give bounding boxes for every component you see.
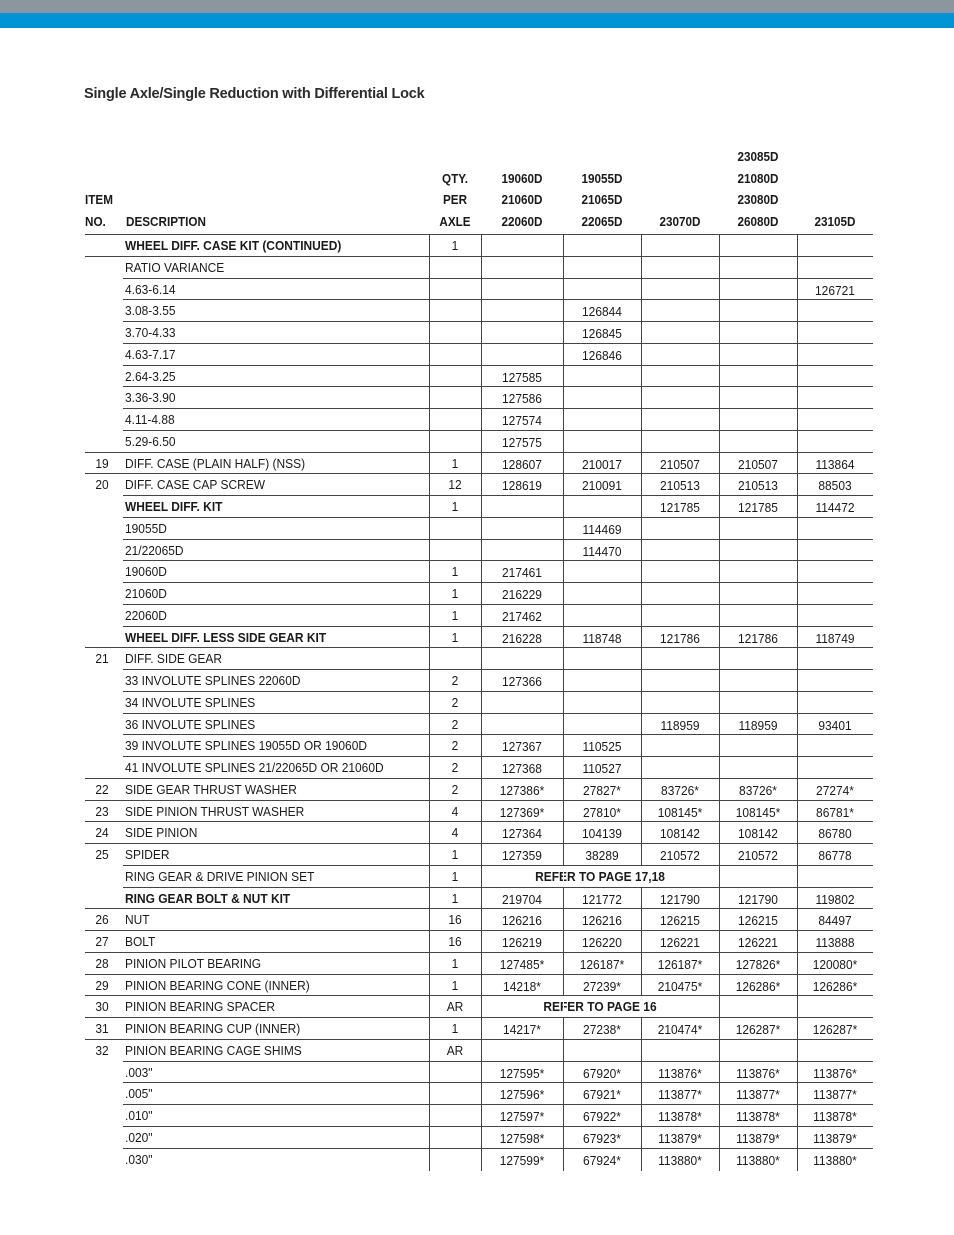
item-number: 21 <box>95 651 109 667</box>
header-grey-band <box>0 0 954 13</box>
row-divider <box>123 430 873 431</box>
part-description: SIDE PINION THRUST WASHER <box>125 803 305 819</box>
item-number: 22 <box>95 781 109 797</box>
header-model-number: 21060D <box>501 192 543 207</box>
qty-per-axle: 1 <box>451 890 459 906</box>
column-divider <box>481 234 482 1171</box>
part-number: 113879* <box>658 1130 702 1146</box>
part-number: 126844 <box>582 304 622 320</box>
part-description: PINION BEARING SPACER <box>125 999 275 1015</box>
qty-per-axle: 1 <box>451 455 459 471</box>
part-number: 127596* <box>499 1087 545 1103</box>
header-model-number: 21065D <box>581 192 623 207</box>
part-number: 27238* <box>583 1022 621 1037</box>
row-divider <box>85 930 873 931</box>
part-description: SIDE GEAR THRUST WASHER <box>125 781 297 797</box>
part-number: 27274* <box>816 782 854 798</box>
item-number: 23 <box>95 803 109 819</box>
part-description: 3.08-3.55 <box>125 303 176 319</box>
part-description: .010" <box>125 1108 153 1123</box>
header-model-number: 26080D <box>737 213 779 229</box>
part-number: 126187* <box>657 956 703 972</box>
header-model-number: 23105D <box>814 213 856 229</box>
item-number: 31 <box>95 1021 109 1036</box>
qty-per-axle: 2 <box>451 716 459 732</box>
header-qty-line: QTY. <box>441 170 469 186</box>
part-number: 210507 <box>738 456 778 472</box>
part-number: 121790 <box>660 891 700 907</box>
part-number: 108145* <box>657 804 703 820</box>
part-number: 128619 <box>502 478 542 494</box>
part-description: SIDE PINION <box>125 825 198 841</box>
part-number: 126215 <box>660 913 700 929</box>
part-number: 217461 <box>502 565 542 581</box>
part-number: 113878* <box>658 1109 702 1124</box>
part-description: 39 INVOLUTE SPLINES 19055D OR 19060D <box>125 738 367 754</box>
part-number: 113880* <box>658 1152 702 1168</box>
part-description: PINION PILOT BEARING <box>125 955 262 971</box>
span-gap <box>641 996 642 1017</box>
row-divider <box>123 1104 873 1105</box>
item-number: 19 <box>95 455 109 471</box>
header-color-bar <box>0 0 954 28</box>
part-number: 126286* <box>735 978 781 994</box>
part-number: 121786 <box>738 630 778 646</box>
span-gap <box>563 866 564 887</box>
part-number: 126846 <box>582 347 622 363</box>
part-number: 121786 <box>660 630 700 646</box>
refer-to-page-note: REFER TO PAGE 16 <box>543 999 657 1015</box>
qty-per-axle: 1 <box>451 1021 459 1036</box>
row-divider <box>123 278 873 279</box>
part-number: 113877* <box>658 1087 702 1103</box>
part-number: 121772 <box>582 891 622 907</box>
row-divider <box>123 539 873 540</box>
part-description: DIFF. SIDE GEAR <box>125 651 223 667</box>
row-divider <box>123 495 873 496</box>
row-divider <box>123 582 873 583</box>
part-description: 4.11-4.88 <box>125 412 175 427</box>
page-subtitle: Single Axle/Single Reduction with Differential Lock <box>84 86 425 102</box>
item-number: 27 <box>95 934 109 949</box>
part-number: 126220 <box>582 935 622 950</box>
part-number: 127595* <box>499 1065 545 1081</box>
part-number: 83726* <box>661 782 699 798</box>
row-divider <box>123 321 873 322</box>
part-number: 67922* <box>583 1109 621 1124</box>
part-number: 114472 <box>815 500 855 515</box>
part-number: 14217* <box>503 1022 541 1037</box>
part-number: 210017 <box>582 456 622 472</box>
column-divider <box>719 234 720 1171</box>
part-number: 210572 <box>738 848 778 863</box>
header-model-number: 19055D <box>581 170 623 186</box>
qty-per-axle: 4 <box>451 825 459 841</box>
qty-per-axle: 4 <box>451 803 459 819</box>
part-number: 118959 <box>738 717 778 733</box>
part-description: 19060D <box>125 564 167 580</box>
part-number: 210507 <box>660 456 700 472</box>
part-number: 121785 <box>660 500 700 515</box>
part-number: 126216 <box>582 913 622 929</box>
header-model-number: 23070D <box>659 213 701 229</box>
part-description: 41 INVOLUTE SPLINES 21/22065D OR 21060D <box>125 760 384 775</box>
part-number: 217462 <box>502 608 542 624</box>
part-description: 3.36-3.90 <box>125 390 176 406</box>
part-number: 127599* <box>499 1152 545 1168</box>
row-divider <box>123 365 873 366</box>
part-description: 3.70-4.33 <box>125 325 176 340</box>
part-number: 127586 <box>502 391 542 407</box>
part-number: 113878* <box>813 1109 857 1124</box>
part-description: SPIDER <box>125 847 170 862</box>
part-number: 86781* <box>816 804 854 820</box>
part-number: 86780 <box>818 826 852 842</box>
part-description: 36 INVOLUTE SPLINES <box>125 716 256 732</box>
part-description: RATIO VARIANCE <box>125 259 225 275</box>
part-description: 5.29-6.50 <box>125 433 176 449</box>
part-number: 127826* <box>735 956 781 972</box>
row-divider <box>123 517 873 518</box>
qty-per-axle: 16 <box>448 912 462 928</box>
part-description: 33 INVOLUTE SPLINES 22060D <box>125 673 301 688</box>
qty-per-axle: 1 <box>451 955 459 971</box>
part-description: BOLT <box>125 934 156 949</box>
part-number: 113879* <box>813 1130 857 1146</box>
part-number: 127597* <box>499 1109 545 1124</box>
header-model-number: 19060D <box>501 170 543 186</box>
item-number: 20 <box>95 477 109 493</box>
part-number: 113878* <box>736 1109 780 1124</box>
part-number: 113879* <box>736 1130 780 1146</box>
part-number: 67920* <box>583 1065 621 1081</box>
part-number: 126219 <box>502 935 542 950</box>
part-number: 83726* <box>739 782 777 798</box>
part-description: 4.63-7.17 <box>125 346 176 362</box>
part-number: 127575 <box>502 434 542 450</box>
part-number: 126221 <box>660 935 700 950</box>
part-description: 19055D <box>125 520 167 536</box>
part-number: 113880* <box>813 1152 857 1168</box>
part-number: 118748 <box>582 630 622 646</box>
qty-per-axle: 1 <box>451 977 459 993</box>
qty-per-axle: 2 <box>451 694 459 710</box>
part-description: 2.64-3.25 <box>125 368 176 384</box>
item-number: 24 <box>95 825 109 841</box>
qty-per-axle: 1 <box>451 607 459 623</box>
row-divider <box>123 1082 873 1083</box>
part-description: 21060D <box>125 586 167 601</box>
part-number: 113864 <box>815 456 855 472</box>
part-number: 210513 <box>738 478 778 494</box>
header-item-no: NO. <box>85 213 106 229</box>
row-divider <box>123 1148 873 1149</box>
header-blue-band <box>0 13 954 28</box>
part-number: 113888 <box>815 935 855 950</box>
part-number: 119802 <box>815 891 855 907</box>
part-number: 127386* <box>499 782 545 798</box>
part-description: PINION BEARING CONE (INNER) <box>125 977 310 993</box>
part-number: 113876* <box>813 1065 857 1081</box>
row-divider <box>123 1061 873 1062</box>
qty-per-axle: 2 <box>451 760 459 775</box>
qty-per-axle: 2 <box>451 738 459 754</box>
part-description: DIFF. CASE CAP SCREW <box>125 477 266 493</box>
part-number: 210474* <box>657 1022 703 1037</box>
part-number: 126216 <box>502 913 542 929</box>
item-number: 25 <box>95 847 109 862</box>
part-number: 108145* <box>735 804 781 820</box>
row-divider <box>123 343 873 344</box>
part-number: 118959 <box>660 717 700 733</box>
part-number: 126215 <box>738 913 778 929</box>
part-number: 216228 <box>502 630 542 646</box>
part-number: 27827* <box>583 782 621 798</box>
part-description: PINION BEARING CAGE SHIMS <box>125 1042 302 1058</box>
part-number: 110525 <box>582 739 622 755</box>
part-number: 210475* <box>657 978 703 994</box>
part-number: 113876* <box>658 1065 702 1081</box>
row-divider <box>123 408 873 409</box>
part-number: 126845 <box>582 326 622 341</box>
header-model-number: 23080D <box>737 192 779 207</box>
item-number: 26 <box>95 912 109 928</box>
part-number: 93401 <box>818 717 852 733</box>
qty-per-axle: 1 <box>451 564 459 580</box>
part-number: 126221 <box>738 935 778 950</box>
part-description: WHEEL DIFF. CASE KIT (CONTINUED) <box>125 238 342 253</box>
part-number: 27239* <box>583 978 621 994</box>
part-description: PINION BEARING CUP (INNER) <box>125 1021 301 1036</box>
part-number: 114469 <box>582 521 622 537</box>
column-divider <box>797 234 798 1171</box>
part-number: 118749 <box>815 630 855 646</box>
part-description: 34 INVOLUTE SPLINES <box>125 694 256 710</box>
item-number: 32 <box>95 1042 109 1058</box>
part-description: 4.63-6.14 <box>125 281 176 297</box>
part-number: 121785 <box>738 500 778 515</box>
part-description: NUT <box>125 912 150 928</box>
part-number: 67921* <box>583 1087 621 1103</box>
part-description: WHEEL DIFF. LESS SIDE GEAR KIT <box>125 629 327 645</box>
part-description: .030" <box>125 1151 153 1167</box>
header-model-number: 22065D <box>581 213 623 229</box>
qty-per-axle: 2 <box>451 673 459 688</box>
part-number: 114470 <box>582 543 622 559</box>
row-divider <box>85 821 873 822</box>
part-number: 86778 <box>818 848 852 863</box>
part-number: 127598* <box>499 1130 545 1146</box>
part-number: 127364 <box>502 826 542 842</box>
header-description: DESCRIPTION <box>126 213 206 229</box>
part-number: 127368 <box>502 761 542 776</box>
part-description: 22060D <box>125 607 167 623</box>
row-divider <box>85 843 873 844</box>
part-number: 127485* <box>499 956 545 972</box>
qty-per-axle: 16 <box>448 934 462 949</box>
span-gap <box>641 866 642 887</box>
part-description: RING GEAR BOLT & NUT KIT <box>125 890 291 906</box>
part-number: 27810* <box>583 804 621 820</box>
item-number: 28 <box>95 955 109 971</box>
part-number: 108142 <box>660 826 700 842</box>
part-number: 127369* <box>499 804 545 820</box>
part-description: .020" <box>125 1129 153 1145</box>
part-number: 210572 <box>660 848 700 863</box>
row-divider <box>123 386 873 387</box>
part-number: 128607 <box>502 456 542 472</box>
qty-per-axle: 1 <box>451 629 459 645</box>
header-model-number: 22060D <box>501 213 543 229</box>
qty-per-axle: 12 <box>448 477 462 493</box>
column-divider <box>429 234 430 1171</box>
part-description: .003" <box>125 1064 153 1080</box>
part-number: 210091 <box>582 478 622 494</box>
item-number: 29 <box>95 977 109 993</box>
part-number: 108142 <box>738 826 778 842</box>
part-number: 126721 <box>815 282 855 298</box>
part-description: DIFF. CASE (PLAIN HALF) (NSS) <box>125 455 306 471</box>
part-number: 216229 <box>502 587 542 602</box>
row-divider <box>123 604 873 605</box>
qty-per-axle: 2 <box>451 781 459 797</box>
qty-per-axle: AR <box>446 999 464 1015</box>
part-number: 113876* <box>736 1065 780 1081</box>
part-number: 14218* <box>503 978 541 994</box>
span-gap <box>563 996 564 1017</box>
part-number: 104139 <box>582 826 622 842</box>
qty-per-axle: 1 <box>451 847 459 862</box>
part-number: 127585 <box>502 369 542 385</box>
part-description: 21/22065D <box>125 542 184 558</box>
row-divider <box>123 560 873 561</box>
refer-to-page-note: REFER TO PAGE 17,18 <box>535 868 665 884</box>
part-number: 126187* <box>579 956 625 972</box>
part-number: 127367 <box>502 739 542 755</box>
qty-per-axle: 1 <box>451 868 459 884</box>
part-number: 113877* <box>813 1087 857 1103</box>
part-number: 126286* <box>812 978 858 994</box>
column-divider <box>563 234 564 1171</box>
part-number: 67923* <box>583 1130 621 1146</box>
qty-per-axle: 1 <box>451 586 459 601</box>
qty-per-axle: 1 <box>451 238 459 253</box>
part-number: 127574 <box>502 413 542 428</box>
part-number: 84497 <box>818 913 852 929</box>
part-number: 113877* <box>736 1087 780 1103</box>
part-number: 88503 <box>818 478 852 494</box>
header-qty-line: AXLE <box>439 213 471 229</box>
part-number: 210513 <box>660 478 700 494</box>
row-divider <box>123 1126 873 1127</box>
header-item-label: ITEM <box>85 192 113 207</box>
qty-per-axle: 1 <box>451 499 459 514</box>
row-divider <box>85 908 873 909</box>
part-number: 126287* <box>812 1022 858 1037</box>
part-description: WHEEL DIFF. KIT <box>125 499 223 514</box>
part-number: 219704 <box>502 891 542 907</box>
part-number: 127359 <box>502 848 542 863</box>
column-divider <box>641 234 642 1171</box>
part-number: 110527 <box>582 761 622 776</box>
row-divider <box>123 299 873 300</box>
header-model-number: 23085D <box>737 149 779 164</box>
header-qty-line: PER <box>442 192 468 207</box>
part-number: 67924* <box>583 1152 621 1168</box>
qty-per-axle: AR <box>446 1042 464 1058</box>
part-number: 120080* <box>812 956 858 972</box>
part-description: RING GEAR & DRIVE PINION SET <box>125 868 315 884</box>
part-number: 126287* <box>735 1022 781 1037</box>
item-number: 30 <box>95 999 109 1015</box>
part-number: 121790 <box>738 891 778 907</box>
part-description: .005" <box>125 1086 153 1102</box>
header-model-number: 21080D <box>737 170 779 186</box>
part-number: 113880* <box>736 1152 780 1168</box>
part-number: 38289 <box>585 848 619 863</box>
part-number: 127366 <box>502 674 542 689</box>
